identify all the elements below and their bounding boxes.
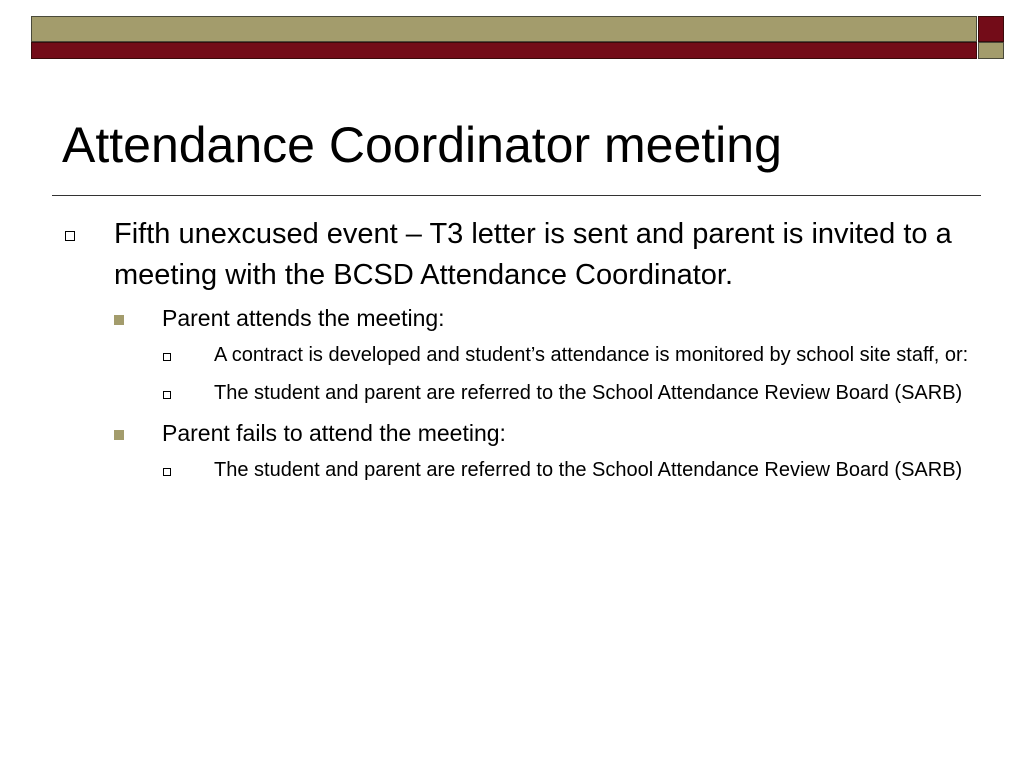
sub-sub-bullet-list xyxy=(162,341,969,408)
sub-sub-bullet-text: A contract is developed and student’s attendance is monitored by school site staff, or: xyxy=(214,344,969,366)
sub-bullet-list xyxy=(114,303,969,485)
list-item-level3 xyxy=(162,379,963,408)
list-item-level3 xyxy=(162,456,963,485)
sub-bullet-text: Parent fails to attend the meeting: xyxy=(162,420,506,446)
header-band-maroon xyxy=(31,42,977,59)
list-item-level3 xyxy=(162,341,969,370)
corner-square-maroon xyxy=(978,16,1004,42)
hollow-square-icon xyxy=(163,353,171,361)
sub-sub-bullet-text: The student and parent are referred to the School Attendance Review Board (SARB) xyxy=(214,459,963,481)
hollow-square-icon xyxy=(65,231,75,241)
title-divider xyxy=(52,195,981,196)
filled-square-icon xyxy=(114,430,124,440)
hollow-square-icon xyxy=(163,391,171,399)
sub-sub-bullet-list xyxy=(162,456,963,485)
corner-square-olive xyxy=(978,42,1004,59)
bullet-list xyxy=(65,214,969,495)
sub-bullet-text: Parent attends the meeting: xyxy=(162,305,445,331)
filled-square-icon xyxy=(114,315,124,325)
sub-sub-bullet-text: The student and parent are referred to the School Attendance Review Board (SARB) xyxy=(214,382,963,404)
slide-title: Attendance Coordinator meeting xyxy=(62,117,782,173)
list-item-level1 xyxy=(65,214,969,485)
hollow-square-icon xyxy=(163,468,171,476)
header-band-olive xyxy=(31,16,977,42)
list-item-level2 xyxy=(114,303,969,408)
list-item-level2 xyxy=(114,418,963,485)
bullet-text: Fifth unexcused event – T3 letter is sent and parent is invited to a meeting with the BCSD Attendance Coordinator. xyxy=(114,218,952,291)
